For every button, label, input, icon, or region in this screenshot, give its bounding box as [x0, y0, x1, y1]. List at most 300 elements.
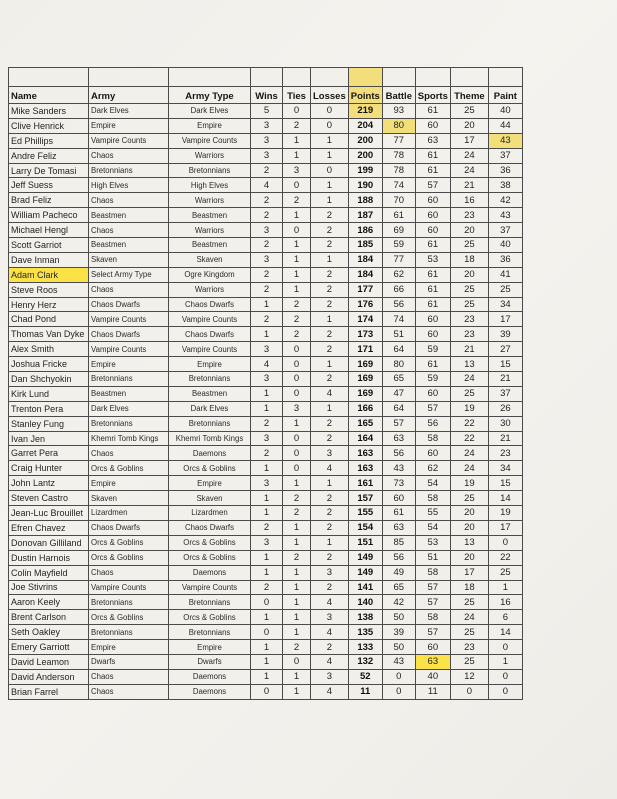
cell-wins: 1: [251, 401, 283, 416]
table-row: [9, 208, 523, 223]
cell-paint: 25: [488, 565, 522, 580]
cell-battle: 43: [382, 654, 415, 669]
cell-theme: 25: [450, 104, 488, 119]
cell-wins: 2: [251, 520, 283, 535]
cell-name: Jeff Suess: [9, 178, 89, 193]
table-row: [9, 595, 523, 610]
cell-losses: 0: [311, 104, 349, 119]
cell-army-type: Bretonnians: [169, 416, 251, 431]
cell-points: 154: [348, 520, 382, 535]
cell-points: 169: [348, 372, 382, 387]
table-row: [9, 431, 523, 446]
cell-army-type: Beastmen: [169, 208, 251, 223]
cell-theme: 17: [450, 133, 488, 148]
cell-losses: 4: [311, 461, 349, 476]
table-row: [9, 446, 523, 461]
cell-losses: 3: [311, 446, 349, 461]
cell-losses: 2: [311, 520, 349, 535]
cell-wins: 3: [251, 476, 283, 491]
cell-name: Clive Henrick: [9, 118, 89, 133]
cell-battle: 63: [382, 431, 415, 446]
table-row: [9, 476, 523, 491]
header-spacer-cell: [415, 68, 450, 87]
cell-army: Vampire Counts: [89, 580, 169, 595]
cell-points: 176: [348, 297, 382, 312]
cell-theme: 24: [450, 148, 488, 163]
cell-paint: 40: [488, 104, 522, 119]
cell-points: 163: [348, 461, 382, 476]
cell-sports: 61: [415, 297, 450, 312]
cell-sports: 58: [415, 565, 450, 580]
cell-paint: 36: [488, 163, 522, 178]
cell-losses: 2: [311, 640, 349, 655]
cell-ties: 1: [283, 282, 311, 297]
cell-army-type: Lizardmen: [169, 506, 251, 521]
cell-army: Bretonnians: [89, 163, 169, 178]
cell-wins: 2: [251, 446, 283, 461]
cell-wins: 3: [251, 223, 283, 238]
cell-points: 149: [348, 565, 382, 580]
table-row: [9, 267, 523, 282]
cell-theme: 23: [450, 327, 488, 342]
cell-battle: 56: [382, 550, 415, 565]
cell-points: 157: [348, 491, 382, 506]
cell-theme: 25: [450, 297, 488, 312]
cell-name: Joe Stivrins: [9, 580, 89, 595]
cell-losses: 4: [311, 625, 349, 640]
cell-theme: 19: [450, 401, 488, 416]
column-header-sports: Sports: [415, 87, 450, 104]
cell-army-type: Dark Elves: [169, 401, 251, 416]
cell-points: 185: [348, 238, 382, 253]
cell-name: Dan Shchyokin: [9, 372, 89, 387]
cell-army-type: Orcs & Goblins: [169, 610, 251, 625]
cell-losses: 4: [311, 654, 349, 669]
cell-paint: 37: [488, 223, 522, 238]
cell-ties: 2: [283, 312, 311, 327]
cell-ties: 1: [283, 535, 311, 550]
table-row: [9, 372, 523, 387]
cell-wins: 1: [251, 297, 283, 312]
cell-ties: 2: [283, 640, 311, 655]
cell-sports: 53: [415, 535, 450, 550]
cell-points: 177: [348, 282, 382, 297]
cell-name: Brian Farrel: [9, 684, 89, 699]
cell-name: Emery Garriott: [9, 640, 89, 655]
cell-name: Adam Clark: [9, 267, 89, 282]
cell-name: Colin Mayfield: [9, 565, 89, 580]
cell-sports: 51: [415, 550, 450, 565]
cell-ties: 1: [283, 148, 311, 163]
cell-army-type: Bretonnians: [169, 595, 251, 610]
cell-points: 219: [348, 104, 382, 119]
cell-points: 140: [348, 595, 382, 610]
cell-theme: 25: [450, 595, 488, 610]
cell-losses: 2: [311, 223, 349, 238]
cell-theme: 13: [450, 535, 488, 550]
cell-name: Ed Phillips: [9, 133, 89, 148]
cell-wins: 1: [251, 565, 283, 580]
cell-army: Chaos: [89, 148, 169, 163]
cell-paint: 38: [488, 178, 522, 193]
cell-sports: 57: [415, 595, 450, 610]
cell-sports: 60: [415, 327, 450, 342]
cell-ties: 1: [283, 610, 311, 625]
cell-army: Chaos Dwarfs: [89, 297, 169, 312]
cell-army: Dwarfs: [89, 654, 169, 669]
cell-name: William Pacheco: [9, 208, 89, 223]
cell-points: 164: [348, 431, 382, 446]
cell-name: Joshua Fricke: [9, 357, 89, 372]
cell-army-type: Vampire Counts: [169, 312, 251, 327]
cell-name: Brent Carlson: [9, 610, 89, 625]
cell-paint: 17: [488, 312, 522, 327]
cell-sports: 61: [415, 163, 450, 178]
cell-wins: 2: [251, 238, 283, 253]
cell-losses: 1: [311, 401, 349, 416]
cell-losses: 1: [311, 148, 349, 163]
cell-theme: 18: [450, 580, 488, 595]
cell-battle: 93: [382, 104, 415, 119]
cell-theme: 25: [450, 282, 488, 297]
header-spacer-cell: [251, 68, 283, 87]
cell-name: Chad Pond: [9, 312, 89, 327]
cell-paint: 1: [488, 580, 522, 595]
cell-wins: 1: [251, 610, 283, 625]
cell-army: Chaos: [89, 223, 169, 238]
cell-name: Donovan Gilliland: [9, 535, 89, 550]
cell-battle: 59: [382, 238, 415, 253]
cell-army-type: Empire: [169, 357, 251, 372]
cell-army-type: Warriors: [169, 282, 251, 297]
table-row: [9, 610, 523, 625]
table-row: [9, 252, 523, 267]
cell-losses: 4: [311, 386, 349, 401]
cell-ties: 2: [283, 327, 311, 342]
cell-paint: 25: [488, 282, 522, 297]
cell-battle: 43: [382, 461, 415, 476]
cell-wins: 1: [251, 506, 283, 521]
cell-sports: 58: [415, 491, 450, 506]
cell-army: Beastmen: [89, 386, 169, 401]
cell-ties: 3: [283, 401, 311, 416]
cell-theme: 25: [450, 491, 488, 506]
cell-ties: 1: [283, 208, 311, 223]
cell-ties: 2: [283, 550, 311, 565]
cell-name: Thomas Van Dyke: [9, 327, 89, 342]
cell-battle: 0: [382, 669, 415, 684]
cell-battle: 62: [382, 267, 415, 282]
cell-army: Beastmen: [89, 238, 169, 253]
cell-sports: 62: [415, 461, 450, 476]
cell-battle: 51: [382, 327, 415, 342]
cell-theme: 21: [450, 342, 488, 357]
cell-battle: 78: [382, 163, 415, 178]
cell-army: Orcs & Goblins: [89, 461, 169, 476]
cell-army-type: Beastmen: [169, 238, 251, 253]
cell-wins: 4: [251, 357, 283, 372]
cell-losses: 4: [311, 684, 349, 699]
cell-wins: 2: [251, 416, 283, 431]
table-row: [9, 342, 523, 357]
cell-points: 151: [348, 535, 382, 550]
cell-ties: 0: [283, 446, 311, 461]
header-spacer-cell: [283, 68, 311, 87]
cell-wins: 1: [251, 327, 283, 342]
cell-army: Lizardmen: [89, 506, 169, 521]
cell-battle: 69: [382, 223, 415, 238]
cell-sports: 59: [415, 342, 450, 357]
cell-points: 165: [348, 416, 382, 431]
cell-army-type: Daemons: [169, 684, 251, 699]
cell-losses: 1: [311, 178, 349, 193]
cell-theme: 22: [450, 431, 488, 446]
cell-sports: 57: [415, 401, 450, 416]
cell-wins: 1: [251, 640, 283, 655]
cell-points: 173: [348, 327, 382, 342]
table-row: [9, 506, 523, 521]
cell-army-type: Chaos Dwarfs: [169, 297, 251, 312]
cell-sports: 61: [415, 282, 450, 297]
cell-theme: 25: [450, 625, 488, 640]
cell-army-type: Skaven: [169, 252, 251, 267]
cell-theme: 25: [450, 386, 488, 401]
tournament-standings-scan: [8, 67, 523, 700]
cell-army: Dark Elves: [89, 104, 169, 119]
cell-army: Skaven: [89, 252, 169, 267]
cell-army: Vampire Counts: [89, 133, 169, 148]
column-header-name: Name: [9, 87, 89, 104]
cell-army: Chaos: [89, 282, 169, 297]
cell-paint: 21: [488, 431, 522, 446]
header-spacer-cell: [89, 68, 169, 87]
cell-army: Bretonnians: [89, 372, 169, 387]
cell-losses: 2: [311, 267, 349, 282]
cell-name: Steve Roos: [9, 282, 89, 297]
cell-sports: 61: [415, 238, 450, 253]
cell-army: Chaos Dwarfs: [89, 520, 169, 535]
cell-ties: 3: [283, 163, 311, 178]
cell-battle: 64: [382, 401, 415, 416]
cell-sports: 63: [415, 654, 450, 669]
cell-paint: 15: [488, 357, 522, 372]
cell-wins: 0: [251, 595, 283, 610]
cell-name: Trenton Pera: [9, 401, 89, 416]
cell-ties: 1: [283, 520, 311, 535]
cell-wins: 2: [251, 282, 283, 297]
cell-losses: 2: [311, 282, 349, 297]
cell-points: 184: [348, 252, 382, 267]
cell-ties: 1: [283, 565, 311, 580]
cell-theme: 20: [450, 118, 488, 133]
cell-army: Vampire Counts: [89, 312, 169, 327]
cell-army-type: Orcs & Goblins: [169, 535, 251, 550]
cell-theme: 13: [450, 357, 488, 372]
cell-paint: 39: [488, 327, 522, 342]
table-row: [9, 520, 523, 535]
cell-army: Orcs & Goblins: [89, 610, 169, 625]
cell-sports: 57: [415, 625, 450, 640]
cell-army-type: Chaos Dwarfs: [169, 327, 251, 342]
cell-theme: 25: [450, 238, 488, 253]
cell-points: 174: [348, 312, 382, 327]
cell-army: Empire: [89, 476, 169, 491]
cell-points: 188: [348, 193, 382, 208]
cell-name: David Leamon: [9, 654, 89, 669]
cell-name: Michael Hengl: [9, 223, 89, 238]
cell-wins: 3: [251, 118, 283, 133]
cell-paint: 43: [488, 208, 522, 223]
cell-wins: 1: [251, 491, 283, 506]
cell-battle: 0: [382, 684, 415, 699]
cell-ties: 0: [283, 386, 311, 401]
cell-theme: 19: [450, 476, 488, 491]
cell-name: John Lantz: [9, 476, 89, 491]
cell-wins: 2: [251, 163, 283, 178]
cell-army: High Elves: [89, 178, 169, 193]
table-row: [9, 327, 523, 342]
header-spacer-cell: [382, 68, 415, 87]
cell-ties: 1: [283, 595, 311, 610]
cell-theme: 20: [450, 506, 488, 521]
cell-wins: 4: [251, 178, 283, 193]
cell-army: Dark Elves: [89, 401, 169, 416]
cell-points: 149: [348, 550, 382, 565]
cell-wins: 3: [251, 133, 283, 148]
cell-army: Empire: [89, 640, 169, 655]
cell-wins: 3: [251, 431, 283, 446]
cell-paint: 40: [488, 238, 522, 253]
cell-army-type: Daemons: [169, 669, 251, 684]
table-row: [9, 535, 523, 550]
cell-name: Andre Feliz: [9, 148, 89, 163]
cell-paint: 14: [488, 625, 522, 640]
cell-battle: 63: [382, 520, 415, 535]
cell-theme: 0: [450, 684, 488, 699]
cell-theme: 24: [450, 372, 488, 387]
cell-points: 184: [348, 267, 382, 282]
cell-points: 187: [348, 208, 382, 223]
cell-losses: 3: [311, 565, 349, 580]
cell-ties: 0: [283, 431, 311, 446]
cell-paint: 14: [488, 491, 522, 506]
cell-name: Ivan Jen: [9, 431, 89, 446]
cell-army: Bretonnians: [89, 416, 169, 431]
cell-battle: 74: [382, 178, 415, 193]
cell-sports: 57: [415, 178, 450, 193]
table-row: [9, 178, 523, 193]
cell-losses: 4: [311, 595, 349, 610]
cell-army: Empire: [89, 357, 169, 372]
cell-sports: 59: [415, 372, 450, 387]
cell-theme: 23: [450, 640, 488, 655]
column-header-battle: Battle: [382, 87, 415, 104]
cell-theme: 17: [450, 565, 488, 580]
cell-sports: 60: [415, 312, 450, 327]
cell-battle: 65: [382, 580, 415, 595]
cell-paint: 17: [488, 520, 522, 535]
cell-losses: 2: [311, 550, 349, 565]
column-header-row: [9, 87, 523, 104]
cell-wins: 2: [251, 267, 283, 282]
cell-wins: 0: [251, 684, 283, 699]
cell-name: Seth Oakley: [9, 625, 89, 640]
cell-sports: 61: [415, 148, 450, 163]
cell-army-type: Chaos Dwarfs: [169, 520, 251, 535]
cell-paint: 30: [488, 416, 522, 431]
cell-army-type: Beastmen: [169, 386, 251, 401]
header-spacer-cell: [311, 68, 349, 87]
cell-wins: 5: [251, 104, 283, 119]
cell-army-type: Skaven: [169, 491, 251, 506]
cell-losses: 2: [311, 506, 349, 521]
cell-ties: 0: [283, 342, 311, 357]
cell-losses: 2: [311, 297, 349, 312]
cell-battle: 78: [382, 148, 415, 163]
column-header-army-type: Army Type: [169, 87, 251, 104]
cell-sports: 61: [415, 267, 450, 282]
cell-theme: 20: [450, 520, 488, 535]
cell-paint: 15: [488, 476, 522, 491]
cell-name: Aaron Keely: [9, 595, 89, 610]
cell-ties: 1: [283, 476, 311, 491]
cell-army-type: Warriors: [169, 193, 251, 208]
table-row: [9, 654, 523, 669]
cell-army-type: Dark Elves: [169, 104, 251, 119]
cell-sports: 57: [415, 580, 450, 595]
table-body: [9, 104, 523, 700]
cell-wins: 2: [251, 208, 283, 223]
cell-points: 204: [348, 118, 382, 133]
cell-points: 169: [348, 386, 382, 401]
cell-battle: 74: [382, 312, 415, 327]
cell-wins: 2: [251, 580, 283, 595]
cell-ties: 0: [283, 461, 311, 476]
cell-wins: 2: [251, 193, 283, 208]
cell-army: Chaos: [89, 669, 169, 684]
cell-battle: 70: [382, 193, 415, 208]
cell-paint: 21: [488, 372, 522, 387]
cell-army: Chaos Dwarfs: [89, 327, 169, 342]
cell-battle: 64: [382, 342, 415, 357]
cell-army-type: Vampire Counts: [169, 342, 251, 357]
cell-theme: 24: [450, 163, 488, 178]
cell-points: 166: [348, 401, 382, 416]
cell-sports: 40: [415, 669, 450, 684]
cell-theme: 12: [450, 669, 488, 684]
cell-losses: 1: [311, 133, 349, 148]
cell-theme: 23: [450, 312, 488, 327]
column-header-points: Points: [348, 87, 382, 104]
cell-wins: 1: [251, 654, 283, 669]
table-row: [9, 401, 523, 416]
cell-losses: 2: [311, 372, 349, 387]
cell-army: Chaos: [89, 684, 169, 699]
cell-sports: 60: [415, 446, 450, 461]
cell-battle: 80: [382, 118, 415, 133]
cell-army: Orcs & Goblins: [89, 535, 169, 550]
cell-theme: 16: [450, 193, 488, 208]
cell-army: Orcs & Goblins: [89, 550, 169, 565]
table-header: [9, 68, 523, 104]
cell-losses: 2: [311, 342, 349, 357]
cell-losses: 2: [311, 580, 349, 595]
table-row: [9, 491, 523, 506]
cell-points: 161: [348, 476, 382, 491]
cell-sports: 58: [415, 610, 450, 625]
cell-army-type: Ogre Kingdom: [169, 267, 251, 282]
cell-army-type: Bretonnians: [169, 372, 251, 387]
